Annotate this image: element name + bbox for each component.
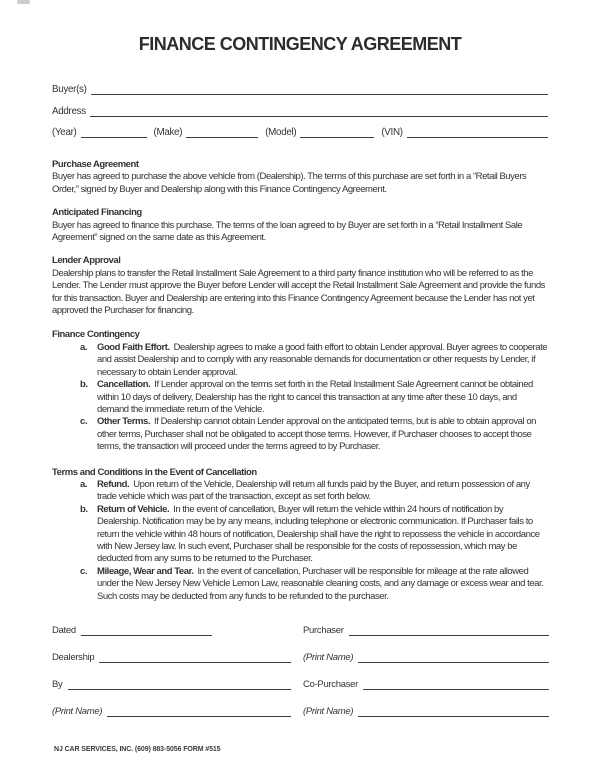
section-heading: Lender Approval bbox=[52, 255, 121, 267]
fill-in-fields bbox=[52, 73, 548, 138]
print-name-label: (Print Name) bbox=[303, 652, 354, 663]
item-lead: Refund. bbox=[97, 478, 130, 490]
print-name-co-purchaser-row bbox=[303, 690, 549, 717]
buyers-label: Buyer(s) bbox=[52, 84, 87, 95]
item-text bbox=[97, 342, 548, 379]
page-title: FINANCE CONTINGENCY AGREEMENT bbox=[138, 34, 462, 54]
section-lender-approval bbox=[52, 255, 548, 317]
item-text bbox=[97, 504, 548, 566]
item-letter: c. bbox=[80, 565, 88, 577]
item-lead: Cancellation. bbox=[97, 379, 151, 391]
section-heading: Purchase Agreement bbox=[52, 159, 139, 170]
list-item-cancellation bbox=[52, 379, 548, 416]
dated-label: Dated bbox=[52, 625, 76, 636]
scan-artifact bbox=[17, 0, 30, 4]
section-body: Dealership plans to transfer the Retail Installment Sale Agreement to a third party finance institution who will be referred to as the Lender. The Lender must approve the Buyer before Lender will accept the Retail Installment Sale Agreement and provide the funds for this transaction. Buyer and Dealership are entering into this Finance Contingency Agreement because the Lender has not yet approved the Purchaser for financing. bbox=[52, 267, 545, 317]
item-rest: If Lender approval on the terms set forth in the Retail Installment Sale Agreement cannot be obtained within 10 days of delivery, Dealership has the right to cancel this transaction at any time after these 10 days, and demand the immediate return of the Vehicle. bbox=[97, 379, 533, 415]
item-lead: Return of Vehicle. bbox=[97, 503, 170, 515]
item-lead: Mileage, Wear and Tear. bbox=[97, 565, 194, 577]
section-body: Buyer has agreed to purchase the above vehicle from (Dealership). The terms of this purchase are set forth in a “Retail Buyers Order,” signed by Buyer and Dealership along with this Finance Contingency Agreement. bbox=[52, 171, 527, 195]
dated-blank-line bbox=[81, 623, 212, 636]
make-blank-line bbox=[186, 125, 258, 138]
section-purchase-agreement bbox=[52, 159, 548, 196]
item-letter: a. bbox=[80, 478, 88, 490]
print-name-blank-line bbox=[107, 704, 291, 717]
by-label: By bbox=[52, 679, 63, 690]
item-rest: In the event of cancellation, Purchaser will be responsible for mileage at the rate allowed under the New Jersey New Vehicle Lemon Law, reasonable cleaning costs, and any damage or excess wear and tear. Such costs may be deducted from any funds to be refunded to the purchaser. bbox=[97, 565, 544, 602]
section-cancellation-terms bbox=[52, 467, 548, 603]
list-item-good-faith-effort bbox=[52, 342, 548, 379]
item-letter: b. bbox=[80, 503, 88, 515]
section-heading: Anticipated Financing bbox=[52, 207, 142, 219]
model-label: (Model) bbox=[265, 127, 297, 138]
signature-block bbox=[52, 609, 549, 717]
signature-right-column bbox=[303, 609, 549, 717]
make-label: (Make) bbox=[153, 127, 183, 138]
vehicle-field-row bbox=[52, 117, 548, 138]
address-field-row bbox=[52, 95, 548, 117]
item-text bbox=[97, 566, 548, 603]
section-anticipated-financing bbox=[52, 207, 548, 244]
address-blank-line bbox=[90, 104, 548, 117]
list-item-other-terms bbox=[52, 416, 548, 453]
buyers-field-row bbox=[52, 73, 548, 95]
print-name-purchaser-row bbox=[303, 636, 549, 663]
print-name-label: (Print Name) bbox=[52, 706, 103, 717]
by-blank-line bbox=[68, 677, 292, 690]
print-name-left-row bbox=[52, 690, 291, 717]
dealership-label: Dealership bbox=[52, 652, 95, 663]
buyers-blank-line bbox=[91, 82, 548, 95]
section-heading: Terms and Conditions in the Event of Cancellation bbox=[52, 466, 257, 478]
print-name-blank-line bbox=[358, 650, 549, 663]
dealership-blank-line bbox=[99, 650, 291, 663]
co-purchaser-row bbox=[303, 663, 549, 690]
item-text bbox=[97, 479, 548, 504]
list-item-refund bbox=[52, 479, 548, 504]
list-item-mileage-wear-tear bbox=[52, 566, 548, 603]
section-finance-contingency bbox=[52, 329, 548, 453]
item-lead: Other Terms. bbox=[97, 416, 151, 428]
co-purchaser-blank-line bbox=[363, 677, 549, 690]
year-label: (Year) bbox=[52, 127, 77, 138]
dealership-row bbox=[52, 636, 291, 663]
section-heading: Finance Contingency bbox=[52, 329, 140, 341]
by-row bbox=[52, 663, 291, 690]
print-name-blank-line bbox=[358, 704, 549, 717]
item-rest: If Dealership cannot obtain Lender approval on the anticipated terms, but is able to obtain approval on other terms, Purchaser shall not be obligated to accept those terms. However, if Purchaser chooses to accept those terms, the transaction will proceed under the terms agreed to by Purchaser. bbox=[97, 416, 536, 453]
item-rest: Upon return of the Vehicle, Dealership will return all funds paid by the Buyer, and return possession of any trade vehicle which was part of the transaction, except as set forth below. bbox=[97, 478, 530, 503]
year-blank-line bbox=[81, 125, 147, 138]
item-letter: b. bbox=[80, 379, 88, 391]
dated-row bbox=[52, 609, 291, 636]
vin-blank-line bbox=[407, 125, 548, 138]
document-content bbox=[52, 0, 548, 603]
purchaser-blank-line bbox=[349, 623, 549, 636]
section-body: Buyer has agreed to finance this purchase. The terms of the loan agreed to by Buyer are set forth in a “Retail Installment Sale Agreement” signed on the same date as this Agreement. bbox=[52, 219, 523, 244]
item-letter: a. bbox=[80, 341, 88, 353]
vin-label: (VIN) bbox=[381, 127, 403, 138]
print-name-label: (Print Name) bbox=[303, 706, 354, 717]
model-blank-line bbox=[300, 125, 374, 138]
item-text bbox=[97, 379, 548, 416]
purchaser-label: Purchaser bbox=[303, 625, 344, 636]
address-label: Address bbox=[52, 106, 86, 117]
item-lead: Good Faith Effort. bbox=[97, 341, 170, 353]
item-rest: In the event of cancellation, Buyer will return the vehicle within 24 hours of notification by Dealership. Notification may be by any means, including telephone or electronic communication. If Purchaser fails to return the vehicle within 48 hours of notification, Dealership shall have the right to repossess the vehicle in accordance with New Jersey law. In such event, Purchaser shall be responsible for the costs of repossession, which may be deducted from any sums to be returned to the Purchaser. bbox=[97, 503, 540, 565]
list-item-return-of-vehicle bbox=[52, 504, 548, 566]
item-rest: Dealership agrees to make a good faith effort to obtain Lender approval. Buyer agrees to cooperate and assist Dealership and to comply with any reasonable demands for documentation or other requests by Lender, if necessary to obtain Lender approval. bbox=[97, 341, 548, 378]
item-letter: c. bbox=[80, 416, 88, 428]
co-purchaser-label: Co-Purchaser bbox=[303, 679, 359, 690]
item-text bbox=[97, 416, 548, 453]
signature-left-column bbox=[52, 609, 291, 717]
purchaser-row bbox=[303, 609, 549, 636]
form-footer-text: NJ CAR SERVICES, INC. (609) 883-5056 FORM #515 bbox=[54, 746, 221, 753]
